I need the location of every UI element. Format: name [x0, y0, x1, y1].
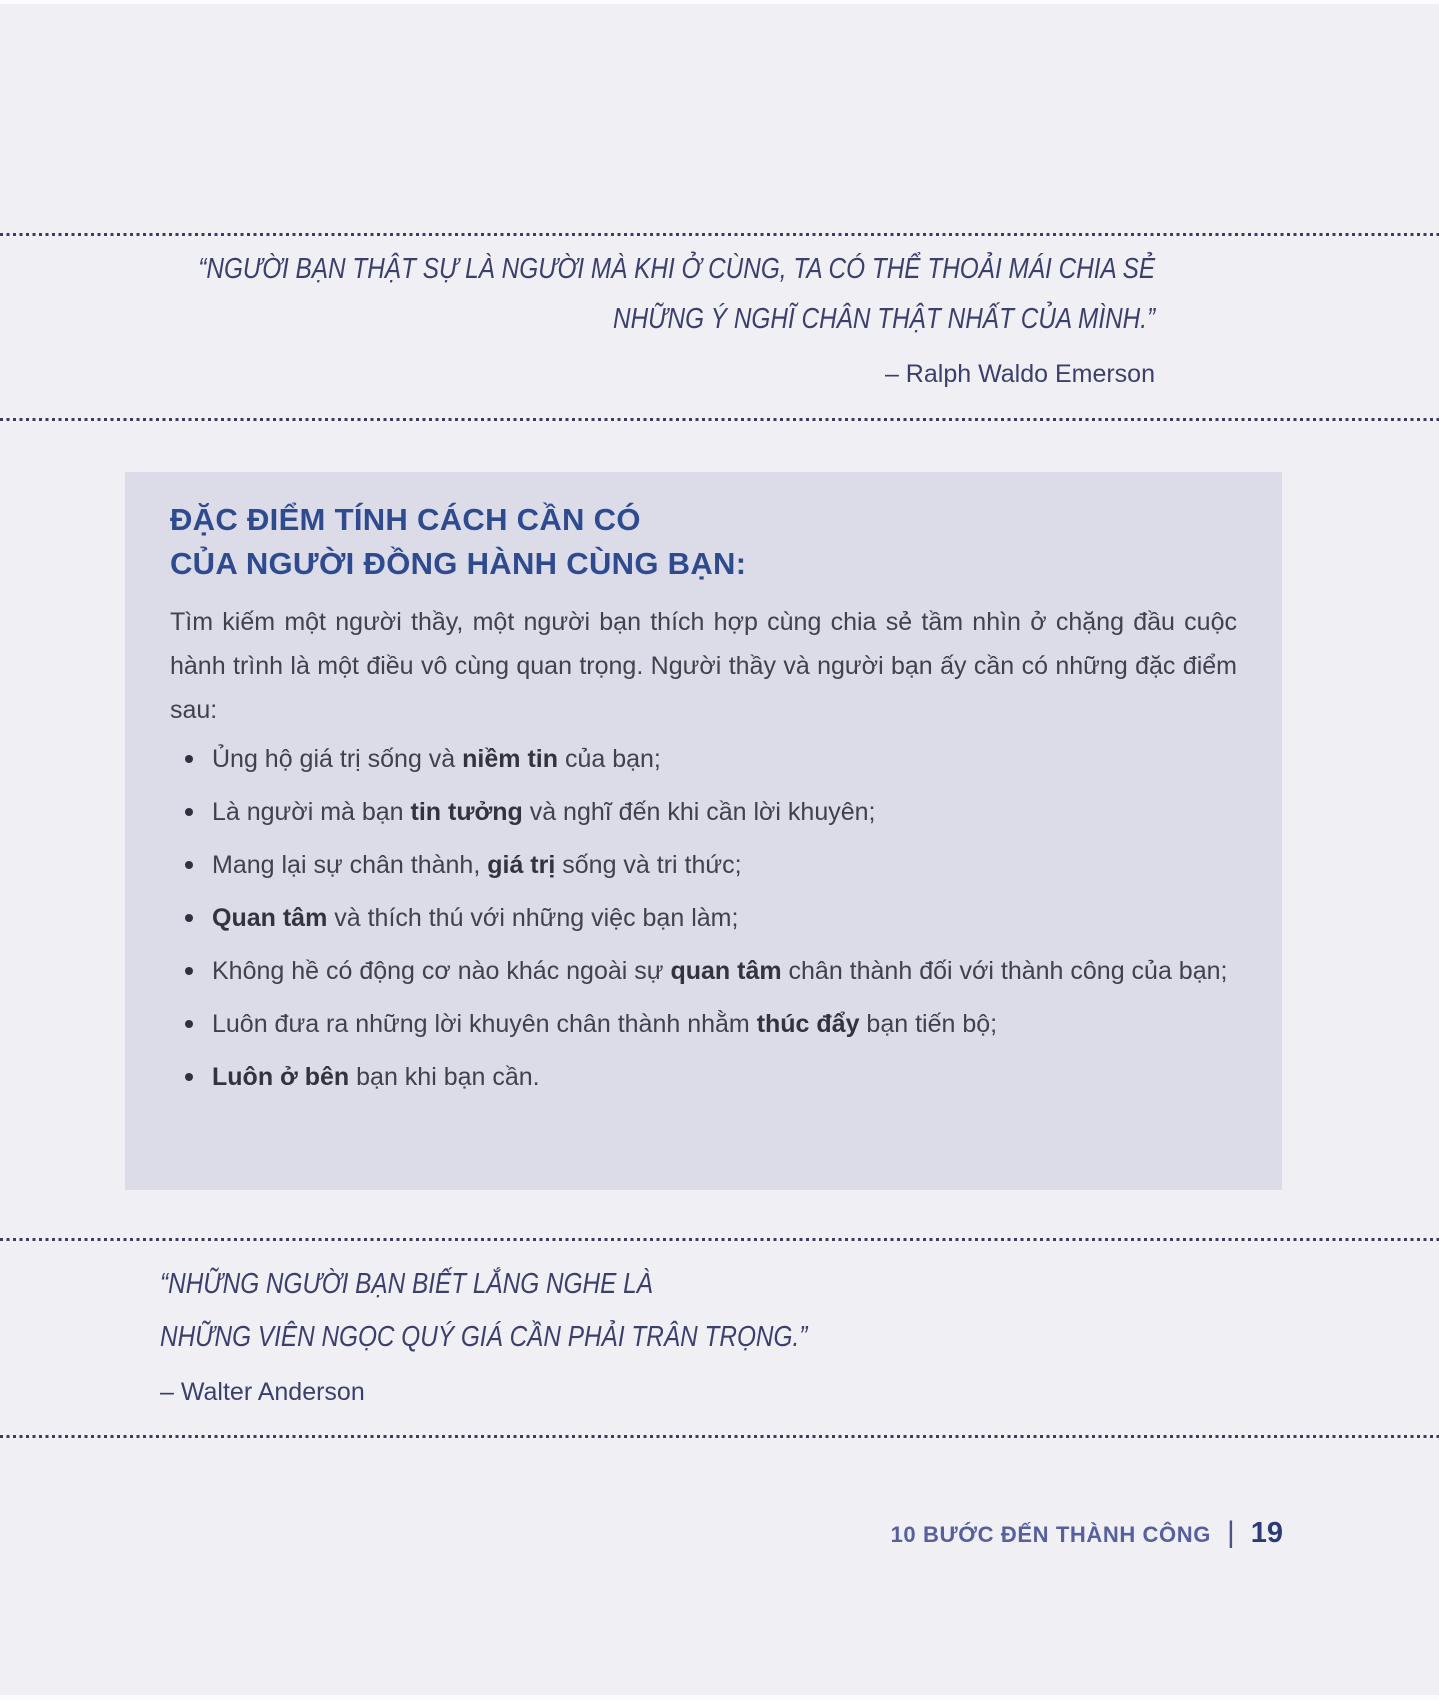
footer-separator: |: [1226, 1516, 1235, 1549]
list-item: [170, 949, 1237, 993]
book-title: 10 BƯỚC ĐẾN THÀNH CÔNG: [890, 1522, 1211, 1547]
bullet-dot-icon: [185, 1073, 193, 1081]
bullet-text: Luôn đưa ra những lời khuyên chân thành nhằm thúc đẩy bạn tiến bộ;: [212, 1010, 998, 1038]
box-intro-paragraph: Tìm kiếm một người thầy, một người bạn thích hợp cùng chia sẻ tầm nhìn ở chặng đầu cuộc hành trình là một điều vô cùng quan trọng. Người thầy và người bạn ấy cần có những đặc điểm sau:: [170, 608, 1237, 724]
dotted-separator-above-bottom-quote: [0, 1238, 1439, 1241]
bullet-dot-icon: [185, 861, 193, 869]
bottom-quote: [160, 1258, 931, 1407]
quote-line-2: NHỮNG VIÊN NGỌC QUÝ GIÁ CẦN PHẢI TRÂN TRỌNG.”: [160, 1321, 808, 1353]
top-quote: [16, 244, 1155, 389]
list-item: [170, 737, 1237, 781]
bullet-text: Mang lại sự chân thành, giá trị sống và tri thức;: [212, 851, 742, 879]
page-bottom-edge: [0, 1695, 1439, 1700]
quote-line-1: “NHỮNG NGƯỜI BẠN BIẾT LẮNG NGHE LÀ: [160, 1268, 653, 1300]
quote-attribution: – Walter Anderson: [160, 1378, 365, 1406]
dotted-separator-bottom: [0, 1435, 1439, 1438]
box-heading-line2: CỦA NGƯỜI ĐỒNG HÀNH CÙNG BẠN:: [170, 546, 747, 581]
character-traits-box: [125, 472, 1282, 1190]
bullet-list: [170, 737, 1237, 1099]
list-item: [170, 1002, 1237, 1046]
bullet-text: Luôn ở bên bạn khi bạn cần.: [212, 1063, 540, 1091]
box-heading: [170, 498, 1237, 586]
page-top-edge: [0, 0, 1439, 4]
list-item: [170, 790, 1237, 834]
box-heading-line1: ĐẶC ĐIỂM TÍNH CÁCH CẦN CÓ: [170, 502, 641, 537]
bullet-text: Là người mà bạn tin tưởng và nghĩ đến khi cần lời khuyên;: [212, 798, 876, 826]
bullet-dot-icon: [185, 1020, 193, 1028]
page-footer: [891, 1516, 1283, 1550]
quote-line-1: “NGƯỜI BẠN THẬT SỰ LÀ NGƯỜI MÀ KHI Ở CÙNG, TA CÓ THỂ THOẢI MÁI CHIA SẺ: [198, 253, 1155, 285]
list-item: [170, 1055, 1237, 1099]
bullet-dot-icon: [185, 808, 193, 816]
quote-attribution: – Ralph Waldo Emerson: [884, 360, 1155, 388]
bullet-text: Quan tâm và thích thú với những việc bạn làm;: [212, 904, 739, 932]
dotted-separator-top: [0, 233, 1439, 236]
list-item: [170, 843, 1237, 887]
bullet-dot-icon: [185, 914, 193, 922]
bullet-text: Không hề có động cơ nào khác ngoài sự quan tâm chân thành đối với thành công của bạn;: [212, 957, 1228, 985]
page-number: 19: [1250, 1517, 1283, 1549]
bullet-dot-icon: [185, 967, 193, 975]
bullet-dot-icon: [185, 755, 193, 763]
quote-line-2: NHỮNG Ý NGHĨ CHÂN THẬT NHẤT CỦA MÌNH.”: [612, 303, 1155, 335]
list-item: [170, 896, 1237, 940]
bullet-text: Ủng hộ giá trị sống và niềm tin của bạn;: [212, 745, 661, 773]
dotted-separator-below-top-quote: [0, 418, 1439, 421]
